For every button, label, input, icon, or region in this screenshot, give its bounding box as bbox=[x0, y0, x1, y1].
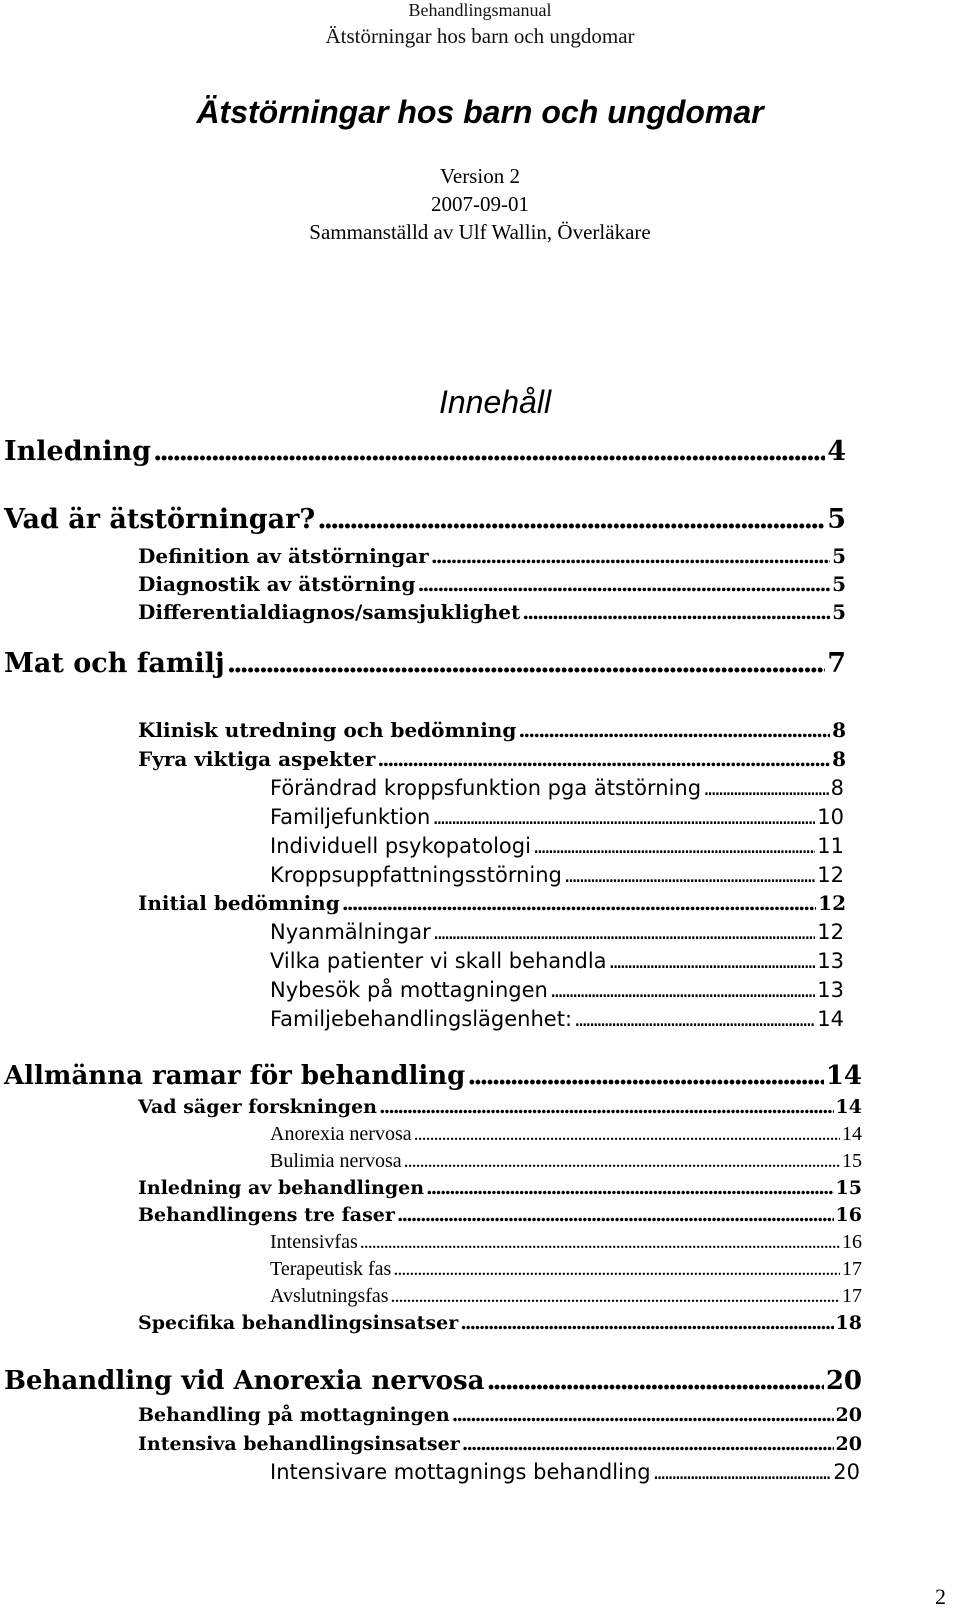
toc-label: Bulimia nervosa bbox=[270, 1150, 402, 1172]
toc-entry-behandling-anorexia[interactable] bbox=[4, 1366, 862, 1396]
toc-entry-intensivfas[interactable] bbox=[270, 1231, 862, 1254]
toc-leader bbox=[533, 834, 815, 858]
toc-leader bbox=[377, 747, 830, 771]
toc-label: Vad är ätstörningar? bbox=[4, 504, 316, 535]
toc-entry-vad-ar-atstorningar[interactable] bbox=[4, 504, 846, 535]
toc-leader bbox=[574, 1007, 815, 1031]
toc-label: Diagnostik av ätstörning bbox=[138, 572, 416, 596]
toc-page: 12 bbox=[817, 863, 844, 887]
toc-label: Differentialdiagnos/samsjuklighet bbox=[138, 600, 521, 624]
toc-page: 5 bbox=[832, 572, 846, 596]
toc-label: Familjebehandlingslägenhet: bbox=[270, 1007, 573, 1031]
toc-page: 14 bbox=[825, 1061, 862, 1091]
toc-entry-forandrad-kroppsfunktion[interactable] bbox=[270, 776, 844, 800]
toc-page: 20 bbox=[835, 1404, 862, 1426]
toc-page: 12 bbox=[817, 920, 844, 944]
toc-entry-terapeutisk-fas[interactable] bbox=[270, 1258, 862, 1281]
toc-entry-inledning-av-behandlingen[interactable] bbox=[138, 1177, 862, 1199]
toc-page: 4 bbox=[827, 436, 846, 467]
toc-page: 20 bbox=[833, 1460, 860, 1484]
toc-leader bbox=[550, 978, 815, 1002]
toc-leader bbox=[426, 1177, 834, 1199]
toc-page: 18 bbox=[835, 1312, 862, 1334]
toc-label: Inledning bbox=[4, 436, 151, 467]
toc-page: 8 bbox=[830, 776, 844, 800]
toc-leader bbox=[462, 1433, 834, 1455]
toc-entry-vilka-patienter[interactable] bbox=[270, 949, 844, 973]
toc-label: Behandlingens tre faser bbox=[138, 1204, 395, 1226]
toc-page: 16 bbox=[842, 1231, 862, 1253]
toc-page: 12 bbox=[818, 891, 846, 915]
toc-leader bbox=[431, 544, 830, 568]
toc-page: 14 bbox=[817, 1007, 844, 1031]
toc-entry-diagnostik[interactable] bbox=[138, 572, 846, 596]
toc-leader bbox=[391, 1285, 840, 1308]
toc-leader bbox=[414, 1123, 840, 1146]
toc-label: Terapeutisk fas bbox=[270, 1258, 392, 1280]
toc-label: Inledning av behandlingen bbox=[138, 1177, 425, 1199]
toc-entry-avslutningsfas[interactable] bbox=[270, 1285, 862, 1308]
toc-label: Vad säger forskningen bbox=[138, 1096, 377, 1118]
toc-leader bbox=[317, 504, 825, 535]
toc-page: 8 bbox=[832, 718, 846, 742]
toc-entry-specifika-insatser[interactable] bbox=[138, 1312, 862, 1334]
toc-label: Intensivare mottagnings behandling bbox=[270, 1460, 651, 1484]
toc-leader bbox=[153, 436, 825, 467]
running-header-manual: Behandlingsmanual bbox=[408, 0, 552, 20]
toc-entry-behandling-mottagningen[interactable] bbox=[138, 1404, 862, 1426]
toc-leader bbox=[467, 1061, 824, 1091]
toc-entry-klinisk-utredning[interactable] bbox=[138, 718, 846, 742]
toc-page: 11 bbox=[817, 834, 844, 858]
toc-entry-nybesok[interactable] bbox=[270, 978, 844, 1002]
toc-page: 20 bbox=[835, 1433, 862, 1455]
toc-page: 8 bbox=[832, 747, 846, 771]
toc-label: Anorexia nervosa bbox=[270, 1123, 412, 1145]
toc-label: Vilka patienter vi skall behandla bbox=[270, 949, 607, 973]
toc-leader bbox=[227, 648, 826, 679]
toc-entry-tre-faser[interactable] bbox=[138, 1204, 862, 1226]
toc-label: Intensiva behandlingsinsatser bbox=[138, 1433, 460, 1455]
toc-entry-nyanmalningar[interactable] bbox=[270, 920, 844, 944]
toc-entry-kroppsuppfattningsstorning[interactable] bbox=[270, 863, 844, 887]
toc-entry-allmanna-ramar[interactable] bbox=[4, 1061, 862, 1091]
toc-page: 5 bbox=[827, 504, 846, 535]
toc-entry-fyra-aspekter[interactable] bbox=[138, 747, 846, 771]
author-label: Sammanställd av Ulf Wallin, Överläkare bbox=[309, 220, 651, 244]
date-label: 2007-09-01 bbox=[431, 192, 529, 216]
toc-entry-mat-och-familj[interactable] bbox=[4, 648, 846, 679]
page-number: 2 bbox=[935, 1584, 946, 1609]
toc-label: Kroppsuppfattningsstörning bbox=[270, 863, 562, 887]
toc-leader bbox=[452, 1404, 834, 1426]
toc-leader bbox=[460, 1312, 833, 1334]
toc-label: Initial bedömning bbox=[138, 891, 340, 915]
toc-page: 13 bbox=[817, 949, 844, 973]
toc-label: Mat och familj bbox=[4, 648, 225, 679]
toc-label: Behandling vid Anorexia nervosa bbox=[4, 1366, 485, 1396]
toc-label: Allmänna ramar för behandling bbox=[4, 1061, 466, 1091]
toc-label: Nybesök på mottagningen bbox=[270, 978, 548, 1002]
toc-label: Fyra viktiga aspekter bbox=[138, 747, 376, 771]
toc-label: Behandling på mottagningen bbox=[138, 1404, 450, 1426]
toc-leader bbox=[703, 776, 829, 800]
toc-entry-individuell-psykopatologi[interactable] bbox=[270, 834, 844, 858]
toc-heading: Innehåll bbox=[438, 384, 552, 420]
toc-entry-differentialdiagnos[interactable] bbox=[138, 600, 846, 624]
toc-page: 7 bbox=[827, 648, 846, 679]
toc-entry-familjefunktion[interactable] bbox=[270, 805, 844, 829]
toc-leader bbox=[393, 1258, 840, 1281]
toc-leader bbox=[486, 1366, 823, 1396]
toc-leader bbox=[564, 863, 815, 887]
toc-leader bbox=[518, 718, 830, 742]
toc-label: Specifika behandlingsinsatser bbox=[138, 1312, 459, 1334]
toc-page: 5 bbox=[832, 600, 846, 624]
toc-leader bbox=[360, 1231, 840, 1254]
toc-page: 5 bbox=[832, 544, 846, 568]
toc-label: Nyanmälningar bbox=[270, 920, 431, 944]
toc-label: Familjefunktion bbox=[270, 805, 431, 829]
toc-page: 14 bbox=[842, 1123, 862, 1145]
toc-leader bbox=[432, 805, 815, 829]
toc-entry-intensiva-insatser[interactable] bbox=[138, 1433, 862, 1455]
toc-leader bbox=[379, 1096, 834, 1118]
toc-leader bbox=[417, 572, 830, 596]
toc-label: Avslutningsfas bbox=[270, 1285, 389, 1307]
toc-leader bbox=[342, 891, 816, 915]
toc-entry-bulimia-nervosa[interactable] bbox=[270, 1150, 862, 1173]
toc-page: 16 bbox=[835, 1204, 862, 1226]
toc-page: 13 bbox=[817, 978, 844, 1002]
toc-page: 15 bbox=[835, 1177, 862, 1199]
toc-entry-familjebehandlingslagenhet[interactable] bbox=[270, 1007, 844, 1031]
version-label: Version 2 bbox=[440, 164, 520, 188]
toc-leader bbox=[522, 600, 830, 624]
toc-leader bbox=[397, 1204, 834, 1226]
toc-page: 17 bbox=[842, 1258, 862, 1280]
toc-page: 17 bbox=[842, 1285, 862, 1307]
toc-leader bbox=[653, 1460, 832, 1484]
toc-page: 10 bbox=[817, 805, 844, 829]
toc-leader bbox=[404, 1150, 840, 1173]
toc-page: 14 bbox=[835, 1096, 862, 1118]
toc-page: 20 bbox=[825, 1366, 862, 1396]
running-header-title: Ätstörningar hos barn och ungdomar bbox=[325, 24, 635, 48]
toc-label: Förändrad kroppsfunktion pga ätstörning bbox=[270, 776, 702, 800]
toc-leader bbox=[433, 920, 816, 944]
toc-label: Klinisk utredning och bedömning bbox=[138, 718, 517, 742]
toc-entry-definition[interactable] bbox=[138, 544, 846, 568]
toc-entry-intensivare-mottagning[interactable] bbox=[270, 1460, 860, 1484]
toc-leader bbox=[609, 949, 816, 973]
document-title: Ätstörningar hos barn och ungdomar bbox=[196, 94, 764, 130]
toc-page: 15 bbox=[842, 1150, 862, 1172]
toc-entry-inledning[interactable] bbox=[4, 436, 846, 467]
toc-entry-vad-sager-forskningen[interactable] bbox=[138, 1096, 862, 1118]
toc-entry-initial-bedomning[interactable] bbox=[138, 891, 846, 915]
toc-label: Individuell psykopatologi bbox=[270, 834, 531, 858]
toc-label: Intensivfas bbox=[270, 1231, 358, 1253]
toc-label: Definition av ätstörningar bbox=[138, 544, 429, 568]
toc-entry-anorexia-nervosa[interactable] bbox=[270, 1123, 862, 1146]
